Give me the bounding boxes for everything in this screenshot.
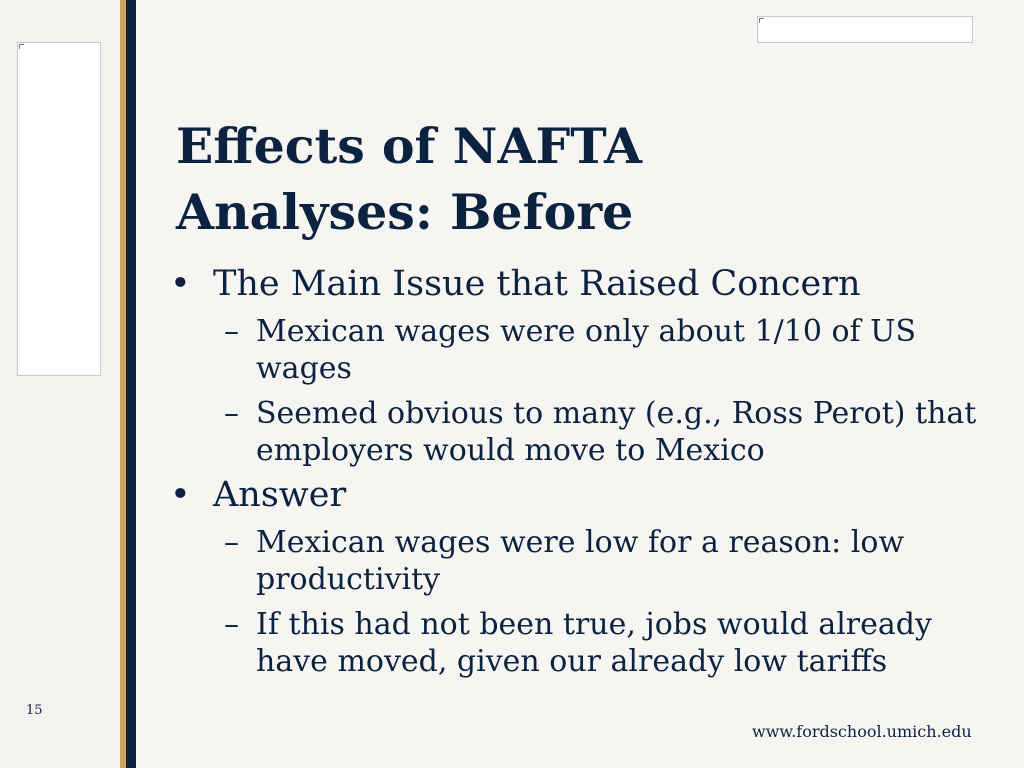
bullet-marker: •: [170, 475, 191, 515]
sub-bullet-item: [170, 395, 990, 469]
left-panel: [0, 0, 120, 768]
bullet-item: [170, 262, 990, 306]
sub-bullet-line: Mexican wages were low for a reason: low: [256, 525, 905, 560]
sub-bullet-line: Seemed obvious to many (e.g., Ross Perot) that: [256, 396, 977, 431]
dash-marker: –: [224, 396, 239, 431]
slide-number: 15: [26, 703, 43, 718]
image-placeholder: [17, 42, 101, 376]
dash-marker: –: [224, 314, 239, 349]
sub-bullet-item: [170, 313, 990, 387]
footer-url: www.fordschool.umich.edu: [752, 722, 972, 741]
bullet-list: [170, 262, 990, 680]
broken-image-icon: [759, 18, 764, 23]
bullet-text: The Main Issue that Raised Concern: [213, 264, 861, 304]
dash-marker: –: [224, 525, 239, 560]
sub-bullet-line: have moved, given our already low tariffs: [256, 644, 888, 679]
bullet-item: [170, 473, 990, 517]
sub-bullet-item: [170, 606, 990, 680]
broken-image-icon: [19, 44, 24, 49]
navy-accent-bar: [126, 0, 136, 768]
logo-placeholder: [757, 16, 973, 43]
sub-bullet-line: If this had not been true, jobs would already: [256, 607, 932, 642]
dash-marker: –: [224, 607, 239, 642]
slide-title: [176, 113, 642, 245]
bullet-text: Answer: [213, 475, 347, 515]
title-line-2: Analyses: Before: [176, 183, 634, 241]
sub-bullet-line: productivity: [256, 562, 441, 597]
sub-bullet-line: wages: [256, 351, 352, 386]
title-line-1: Effects of NAFTA: [176, 117, 643, 175]
sub-bullet-item: [170, 524, 990, 598]
bullet-marker: •: [170, 264, 191, 304]
sub-bullet-line: employers would move to Mexico: [256, 433, 765, 468]
sub-bullet-line: Mexican wages were only about 1/10 of US: [256, 314, 917, 349]
